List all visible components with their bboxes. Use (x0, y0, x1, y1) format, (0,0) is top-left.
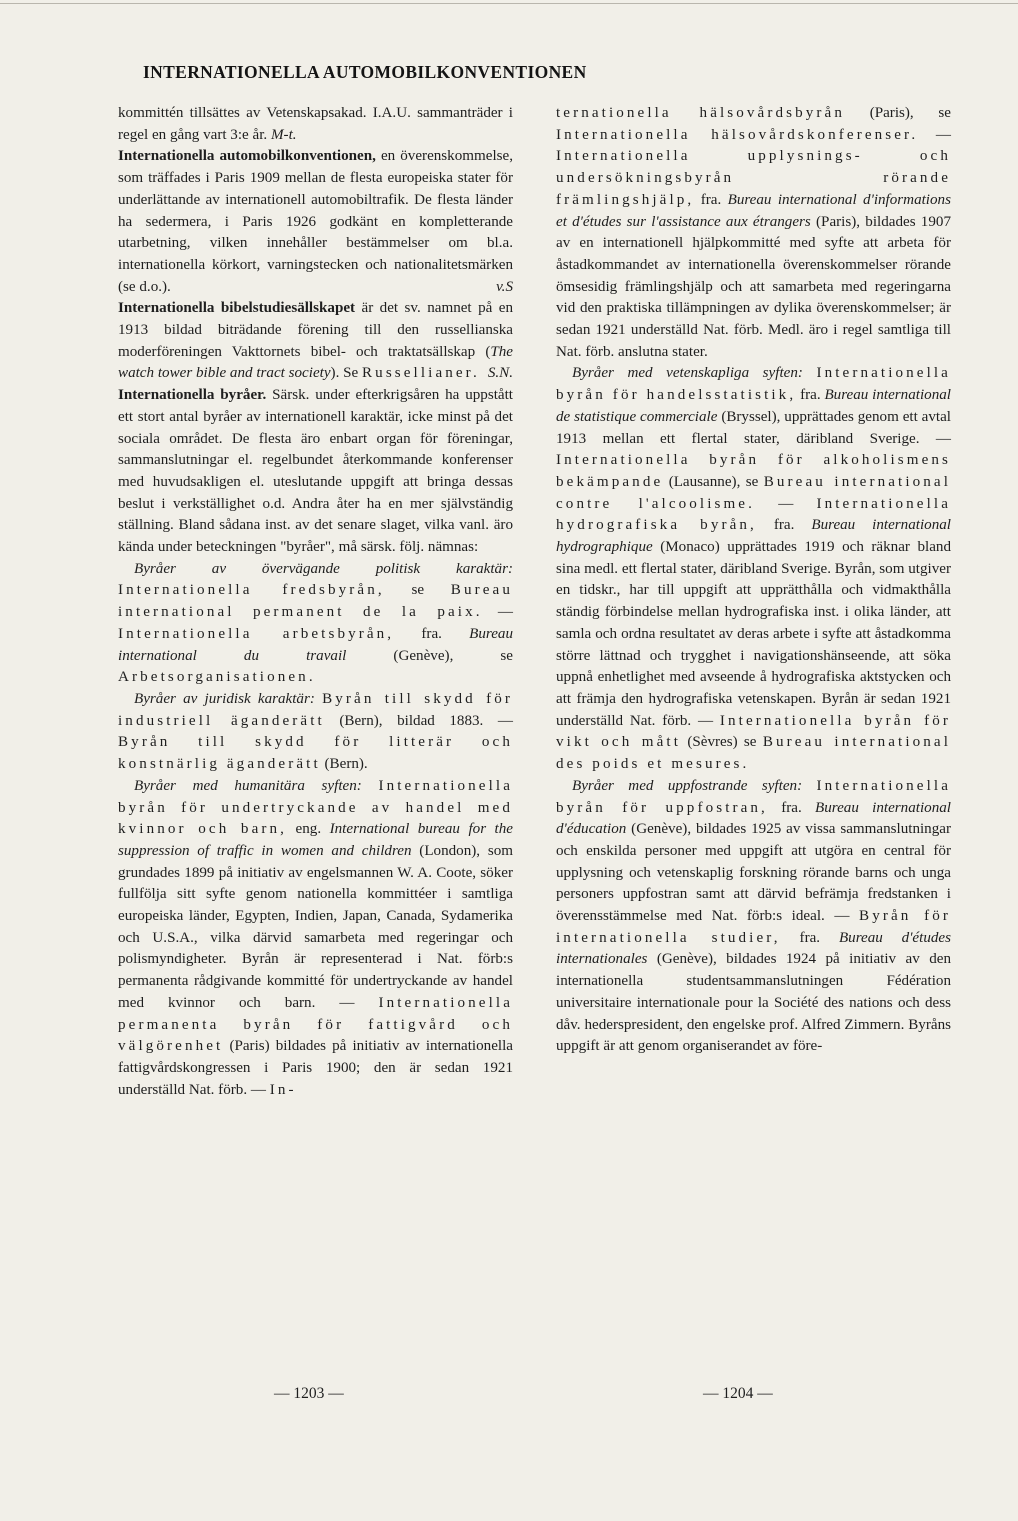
subsection-heading: Byråer av övervägande politisk karaktär: (134, 560, 513, 577)
entry-automobilkonventionen: Internationella automobilkonventionen, en överenskommelse, som träffades i Paris 1909 mellan de flesta europeiska stater för underlättande av internationell automobiltrafik. De flesta länder ha sedermera, i Paris 1926 godkänt en kompletterande utarbetning, vilken innehåller bestämmelser om bl.a. internationella körkort, varningstecken och nationalitetsmärken (se d.o.). v.S (118, 146, 513, 298)
subsection-heading: Byråer av juridisk karaktär: (134, 690, 315, 707)
entry-headword: Internationella automobilkonventionen, (118, 148, 376, 165)
signature: v.S (496, 278, 513, 295)
section-vetenskapliga: Byråer med vetenskapliga syften: Internationella byrån för handelsstatistik, fra. Bureau international de statistique commerciale (Bryssel), upprättades genom ett avtal 1913 mellan ett flertal stater, däribland Sverige. — Internationella byrån för alkoholismens bekämpande (Lausanne), se Bureau international contre l'alcoolisme. — Internationella hydrografiska byrån, fra. Bureau international hydrographique (Monaco) upprättades 1919 och räknar bland sina medl. ett flertal stater, däribland Sverige. Byrån, som utgiver en tidskr., har till uppgift att upprätthålla och vidmakthålla ständig förbindelse mellan hydrografiska inst. i olika länder, att samla och ordna resultatet av deras arbete i syfte att åstadkomma större lättnad och trygghet i navigationshänseende, att söka uppnå enhetlighet med avseende å hydrografiska aktstycken och att främja den hydrografiska vetenskapen. Byrån är sedan 1921 underställd Nat. förb. — Internationella byrån för vikt och mått (Sèvres) se Bureau international des poids et mesures. (556, 365, 952, 773)
entry-bibelstudiesallskapet: Internationella bibelstudiesällskapet är det sv. namnet på en 1913 bildad biträdande förening till den russellianska moderföreningen Vakttornets bibel- och traktatsällskap (The watch tower bible and tract society). Se Russellianer. S.N. (118, 298, 513, 385)
section-juridisk: Byråer av juridisk karaktär: Byrån till skydd för industriell äganderätt (Bern), bildad 1883. — Byrån till skydd för litterär och konstnärlig äganderätt (Bern). (118, 690, 513, 773)
top-edge-line (0, 3, 1018, 4)
left-column (118, 103, 513, 1101)
page-number-right: — 1204 — (703, 1385, 773, 1402)
subsection-heading: Byråer med humanitära syften: (134, 777, 362, 794)
section-politisk: Byråer av övervägande politisk karaktär: Internationella fredsbyrån, se Bureau international permanent de la paix. — Internationella arbetsbyrån, fra. Bureau international du travail (Genève), se Arbetsorganisationen. (118, 560, 513, 686)
entry-headword: Internationella bibelstudiesällskapet (118, 300, 356, 317)
cross-reference: Russellianer. (362, 365, 480, 382)
section-humanitara: Byråer med humanitära syften: Internationella byrån för undertryckande av handel med kvinnor och barn, eng. International bureau for the suppression of traffic in women and children (London), som grundades 1899 på initiativ av engelsmannen W. A. Coote, söker fullfölja sitt syfte genom nationella kommittéer i samtliga europeiska länder, Egypten, Indien, Japan, Canada, Sydamerika och U.S.A., vilka därvid samarbeta med regeringar och polismyndigheter. Byrån är representerad i Nat. förb:s permanenta rådgivande kommitté för undertryckande av handel med kvinnor och barn. — Internationella permanenta byrån för fattigvård och välgörenhet (Paris) bildades på initiativ av internationella fattigvårdskongressen i Paris 1900; den är sedan 1921 underställd Nat. förb. — In- (118, 777, 513, 1098)
subsection-heading: Byråer med vetenskapliga syften: (572, 365, 803, 382)
section-uppfostrande: Byråer med uppfostrande syften: Internationella byrån för uppfostran, fra. Bureau international d'éducation (Genève), bildades 1925 av vissa sammanslutningar och enskilda personer med uppgift att utgöra en central för upplysning och vetenskaplig forskning rörande barns och unga personers uppfostran samt att därvid befrämja fredstanken i överensstämmelse med Nat. förb:s ideal. — Byrån för internationella studier, fra. Bureau d'études internationales (Genève), bildades 1924 på initiativ av den internationella studentsammanslutningen Fédération universitaire internationale pour la Société des nations och dess dåv. hederspresident, den engelske prof. Alfred Zimmern. Byråns uppgift är att genom organiserandet av före- (556, 777, 952, 1055)
signature: M-t. (270, 126, 297, 143)
subsection-heading: Byråer med uppfostrande syften: (572, 777, 803, 794)
section-humanitara-cont: ternationella hälsovårdsbyrån (Paris), se Internationella hälsovårdskonferenser. — Internationella upplysnings- och undersökningsbyrån rörande främlingshjälp, fra. Bureau international d'informations et d'études sur l'assistance aux étrangers (Paris), bildades 1907 av en internationell hjälpkommitté med syfte att arbeta för åstadkommandet av internationella överenskommelser rörande ömsesidig främlingshjälp och att samarbeta med regeringarna vid den praktiska tillämpningen av dylika överenskommelser; är sedan 1921 underställd Nat. förb. Medl. äro i regel samtliga till Nat. förb. anslutna stater. (556, 105, 951, 360)
entry-byraer: Internationella byråer. Särsk. under efterkrigsåren ha uppstått ett stort antal byråer av internationell karaktär, icke minst på det sociala området. De flesta äro enbart organ för föreningar, sammanslutningar el. regelbundet återkommande konferenser med huvudsakligen el. uteslutande uppgift att bringa dessas beslut i verkställighet o.d. Andra åter ha en mer självständig ställning. Bland sådana inst. av det senare slaget, vilka vanl. äro kända under beteckningen "byråer", må särsk. följ. nämnas: (118, 387, 513, 556)
entry-headword: Internationella byråer. (118, 387, 267, 404)
right-column (556, 103, 951, 1058)
page-number-left: — 1203 — (274, 1385, 344, 1402)
running-header: INTERNATIONELLA AUTOMOBILKONVENTIONEN (143, 62, 587, 82)
paragraph-iau-end: kommittén tillsättes av Vetenskapsakad. I.A.U. sammanträder i regel en gång vart 3:e år. M-t. (118, 105, 513, 143)
signature: S.N. (487, 365, 513, 382)
